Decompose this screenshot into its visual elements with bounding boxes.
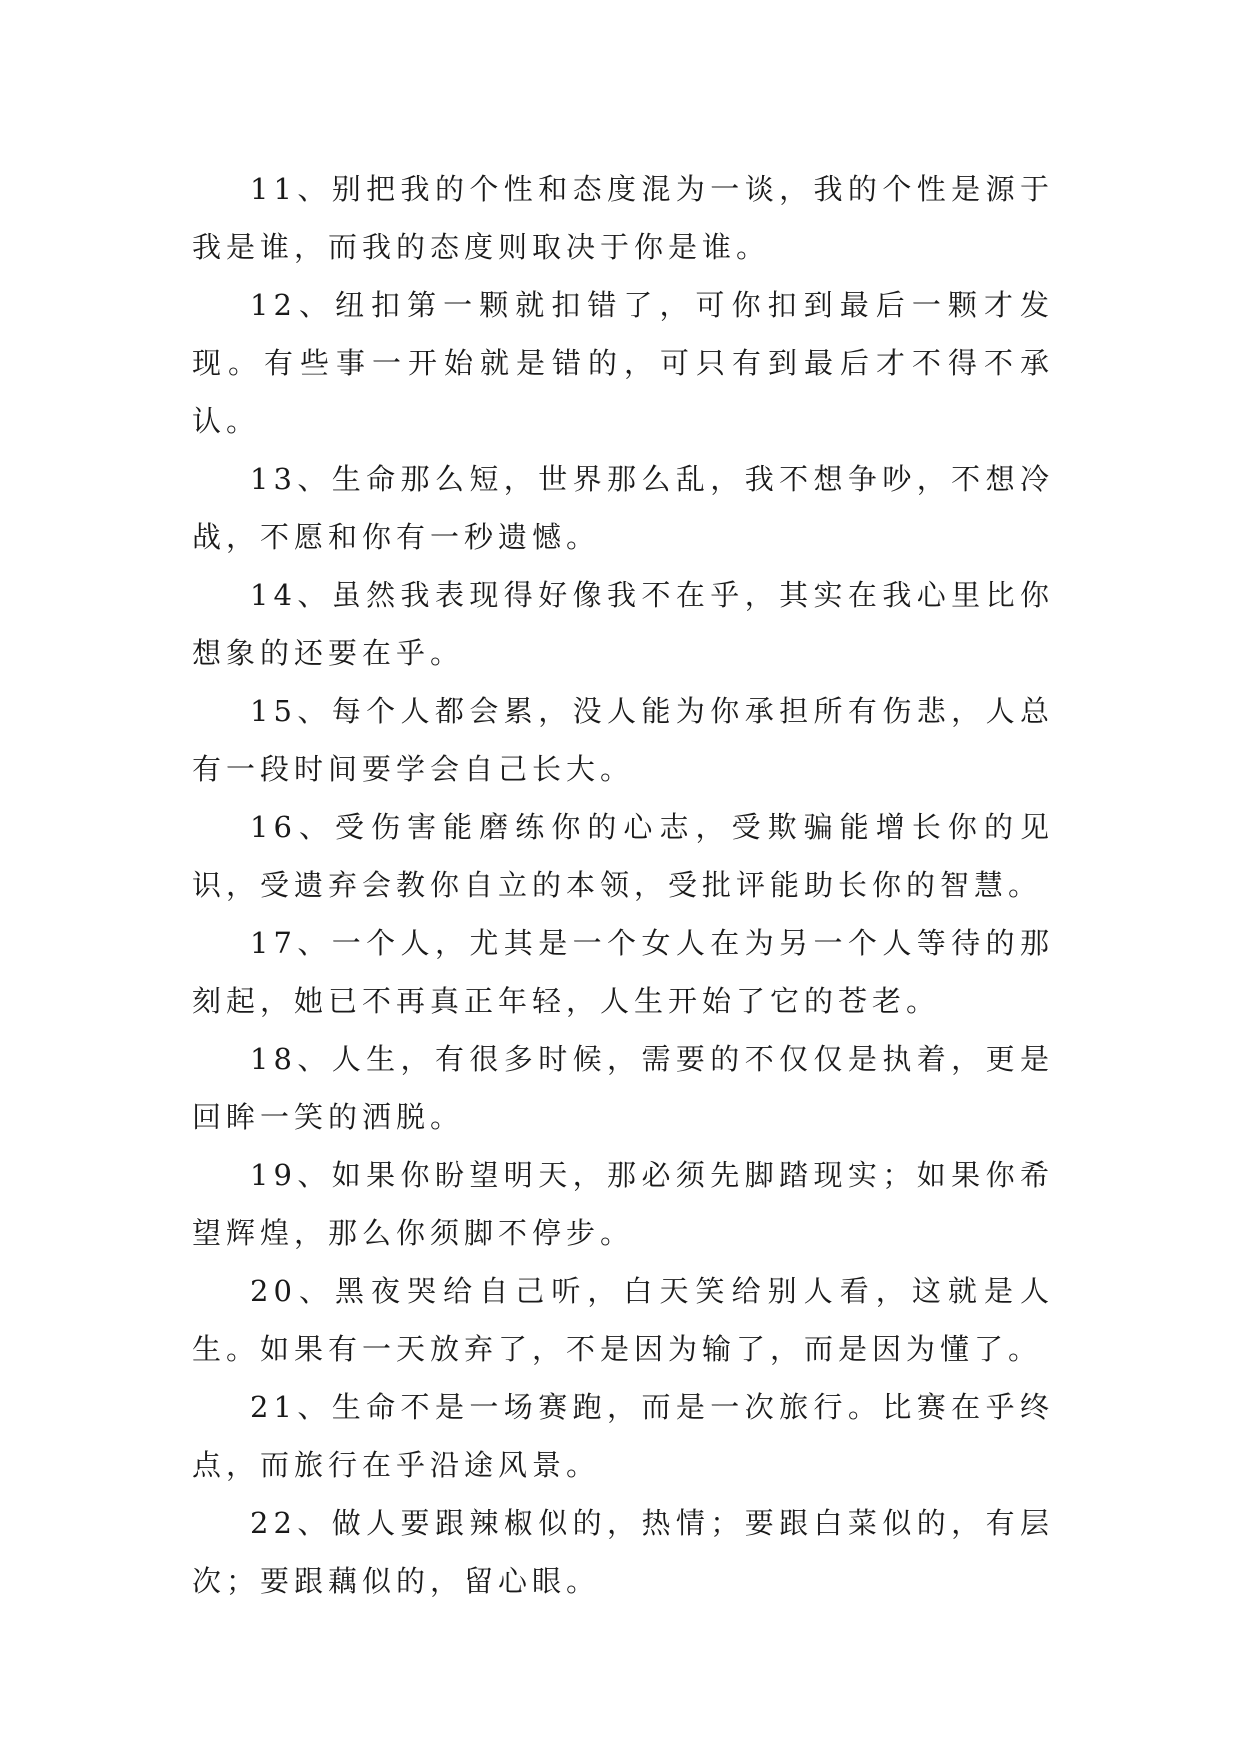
paragraph-17: 17、一个人，尤其是一个女人在为另一个人等待的那刻起，她已不再真正年轻，人生开始了它的苍老。 (192, 926, 1054, 1018)
paragraph-13: 13、生命那么短，世界那么乱，我不想争吵，不想冷战，不愿和你有一秒遗憾。 (192, 462, 1054, 554)
paragraph-16: 16、受伤害能磨练你的心志，受欺骗能增长你的见识，受遗弃会教你自立的本领，受批评能助长你的智慧。 (192, 810, 1054, 902)
paragraph-20: 20、黑夜哭给自己听，白天笑给别人看，这就是人生。如果有一天放弃了，不是因为输了，而是因为懂了。 (192, 1274, 1054, 1366)
paragraph-12: 12、纽扣第一颗就扣错了，可你扣到最后一颗才发现。有些事一开始就是错的，可只有到最后才不得不承认。 (192, 288, 1054, 438)
paragraph-15: 15、每个人都会累，没人能为你承担所有伤悲，人总有一段时间要学会自己长大。 (192, 694, 1054, 786)
paragraph-21: 21、生命不是一场赛跑，而是一次旅行。比赛在乎终点，而旅行在乎沿途风景。 (192, 1390, 1054, 1482)
paragraph-11: 11、别把我的个性和态度混为一谈，我的个性是源于我是谁，而我的态度则取决于你是谁。 (192, 172, 1054, 264)
document-body (192, 160, 1054, 1610)
paragraph-22: 22、做人要跟辣椒似的，热情；要跟白菜似的，有层次；要跟藕似的，留心眼。 (192, 1506, 1054, 1598)
paragraph-14: 14、虽然我表现得好像我不在乎，其实在我心里比你想象的还要在乎。 (192, 578, 1054, 670)
paragraph-18: 18、人生，有很多时候，需要的不仅仅是执着，更是回眸一笑的洒脱。 (192, 1042, 1054, 1134)
paragraph-19: 19、如果你盼望明天，那必须先脚踏现实；如果你希望辉煌，那么你须脚不停步。 (192, 1158, 1054, 1250)
